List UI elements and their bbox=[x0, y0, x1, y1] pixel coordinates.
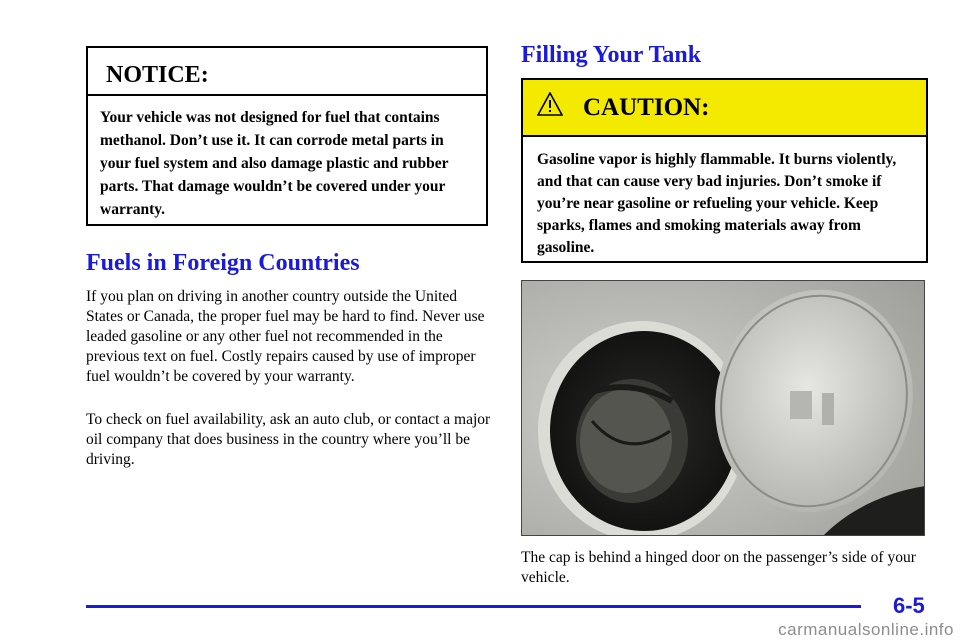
footer-rule bbox=[86, 605, 861, 608]
caution-title: CAUTION: bbox=[583, 94, 710, 121]
notice-title: NOTICE: bbox=[88, 48, 486, 96]
watermark-text: carmanualsonline.info bbox=[778, 620, 954, 639]
caution-body: Gasoline vapor is highly flammable. It burns violently, and that can cause very bad injuries. Don’t smoke if you’re near gasoline or refueling your vehicle. Keep sparks, flames and smoking materials away from gasoline. bbox=[537, 151, 897, 256]
notice-body: Your vehicle was not designed for fuel that contains methanol. Don’t use it. It can corrode metal parts in your fuel system and also damage plastic and rubber parts. That damage wouldn’t be covered under your warranty. bbox=[100, 109, 449, 218]
fuels-foreign-paragraph-1: If you plan on driving in another country outside the United States or Canada, the proper fuel may be hard to find. Never use leaded gasoline or any other fuel not recommended in the previous text on fuel. Costly repairs caused by use of improper fuel wouldn’t be covered by your warranty. bbox=[86, 288, 485, 385]
page-number: 6-5 bbox=[893, 593, 925, 618]
caution-box bbox=[521, 78, 928, 263]
fuel-door-photo bbox=[521, 280, 925, 536]
filling-tank-heading: Filling Your Tank bbox=[521, 42, 702, 68]
warning-triangle-icon bbox=[537, 92, 563, 116]
photo-caption: The cap is behind a hinged door on the passenger’s side of your vehicle. bbox=[521, 549, 916, 586]
fuels-foreign-paragraph-2: To check on fuel availability, ask an auto club, or contact a major oil company that does business in the country where you’ll be driving. bbox=[86, 411, 491, 468]
notice-box bbox=[86, 46, 488, 226]
caution-header bbox=[523, 80, 926, 137]
fuels-foreign-heading: Fuels in Foreign Countries bbox=[86, 250, 360, 276]
fuel-door-illustration bbox=[522, 281, 925, 536]
